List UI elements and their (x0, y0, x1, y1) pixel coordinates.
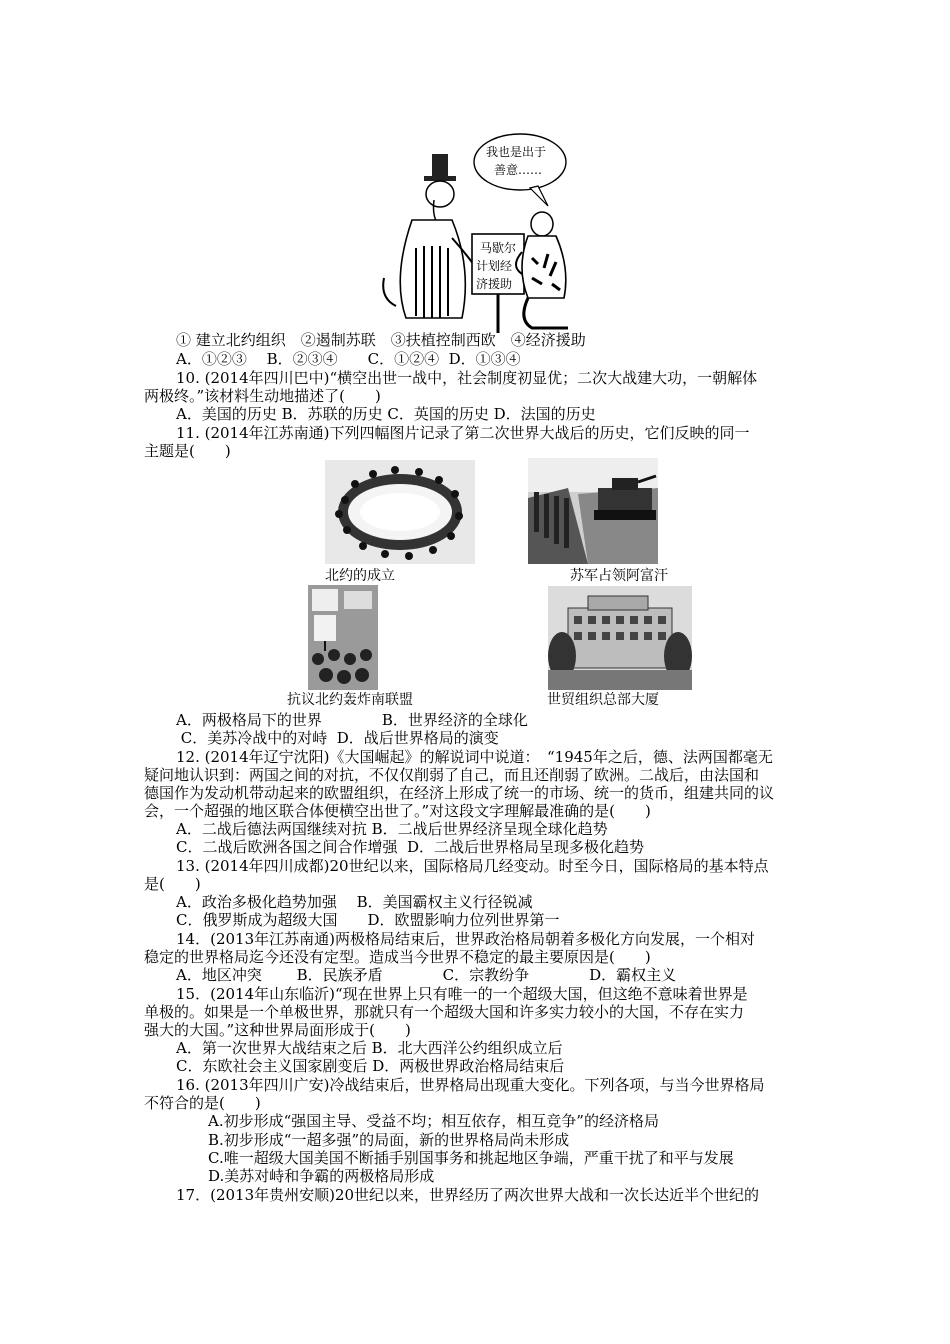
q14-options: A．地区冲突 B．民族矛盾 C．宗教纷争 D．霸权主义 (176, 966, 677, 984)
q10-stem-line1: 10. (2014年四川巴中)“横空出世一战中，社会制度初显优；二次大战建大功，一朝解体 (176, 369, 758, 387)
speech-bubble-line1: 我也是出于 (486, 145, 547, 159)
q16-option-c: C.唯一超级大国美国不断插手别国事务和挑起地区争端，严重干扰了和平与发展 (208, 1149, 734, 1167)
caption-wto-headquarters: 世贸组织总部大厦 (547, 692, 659, 708)
q12-stem-line4: 会，一个超强的地区联合体便横空出世了。”对这段文字理解最准确的是( ) (144, 802, 651, 820)
q16-option-a: A.初步形成“强国主导、受益不均；相互依存，相互竞争”的经济格局 (208, 1112, 659, 1130)
caption-protest-nato-bombing: 抗议北约轰炸南联盟 (287, 692, 413, 708)
signpost (472, 234, 524, 333)
q15-stem-line3: 强大的大国。”这种世界局面形成于( ) (144, 1021, 411, 1039)
q9-options: A．①②③ B．②③④ C．①②④ D．①③④ (176, 350, 521, 368)
q10-stem-line2: 两极终。”该材料生动地描述了( ) (144, 387, 381, 405)
q14-stem-line2: 稳定的世界格局迄今还没有定型。造成当今世界不稳定的最主要原因是( ) (144, 948, 651, 966)
q15-option-ab: A．第一次世界大战结束之后 B．北大西洋公约组织成立后 (176, 1039, 563, 1057)
photo-protest-nato-bombing (308, 585, 378, 690)
q16-stem-line1: 16. (2013年四川广安)冷战结束后，世界格局出现重大变化。下列各项，与当今世界格局 (176, 1076, 765, 1094)
speech-bubble-line2: 善意…… (494, 163, 543, 177)
marshall-plan-cartoon (372, 128, 572, 338)
q12-stem-line2: 疑问地认识到：两国之间的对抗，不仅仅削弱了自己，而且还削弱了欧洲。二战后，由法国和 (144, 766, 760, 784)
q11-option-ab: A．两极格局下的世界 B．世界经济的全球化 (176, 711, 528, 729)
q13-option-cd: C．俄罗斯成为超级大国 D．欧盟影响力位列世界第一 (176, 911, 560, 929)
q15-stem-line2: 单极的。如果是一个单极世界，那就只有一个超级大国和许多实力较小的大国，不存在实力 (144, 1003, 745, 1021)
photo-nato-founding (325, 460, 475, 564)
q11-stem-line2: 主题是( ) (144, 442, 231, 460)
caption-nato-founding: 北约的成立 (325, 568, 395, 584)
q15-option-cd: C．东欧社会主义国家剧变后 D．两极世界政治格局结束后 (176, 1057, 565, 1075)
q14-stem-line1: 14．(2013年江苏南通)两极格局结束后，世界政治格局朝着多极化方向发展，一个相对 (176, 930, 755, 948)
q11-stem-line1: 11. (2014年江苏南通)下列四幅图片记录了第二次世界大战后的历史，它们反映的同一 (176, 424, 750, 442)
sign-line2: 计划经 (476, 259, 513, 273)
q16-option-d: D.美苏对峙和争霸的两极格局形成 (208, 1167, 435, 1185)
europe-figure (516, 212, 568, 328)
sign-line3: 济援助 (476, 277, 513, 291)
q10-options: A．美国的历史 B．苏联的历史 C．英国的历史 D．法国的历史 (176, 405, 596, 423)
q16-option-b: B.初步形成“一超多强”的局面，新的世界格局尚未形成 (208, 1131, 570, 1149)
caption-soviet-afghanistan: 苏军占领阿富汗 (570, 568, 668, 584)
q13-stem-line1: 13. (2014年四川成都)20世纪以来，国际格局几经变动。时至今日，国际格局的基本特点 (176, 857, 769, 875)
q15-stem-line1: 15．(2014年山东临沂)“现在世界上只有唯一的一个超级大国，但这绝不意味着世界是 (176, 985, 748, 1003)
q12-option-cd: C．二战后欧洲各国之间合作增强 D．二战后世界格局呈现多极化趋势 (176, 838, 645, 856)
q12-stem-line1: 12. (2014年辽宁沈阳)《大国崛起》的解说词中说道： “1945年之后，德、法两国都毫无 (176, 748, 773, 766)
q12-stem-line3: 德国作为发动机带动起来的欧盟组织，在经济上形成了统一的市场、统一的货币，组建共同的议 (144, 784, 775, 802)
q9-items: ① 建立北约组织 ②遏制苏联 ③扶植控制西欧 ④经济援助 (176, 331, 586, 349)
q13-stem-line2: 是( ) (144, 875, 201, 893)
q16-stem-line2: 不符合的是( ) (144, 1094, 261, 1112)
photo-wto-headquarters (548, 586, 692, 690)
q11-option-cd: C．美苏冷战中的对峙 D．战后世界格局的演变 (176, 729, 499, 747)
photo-soviet-afghanistan (528, 458, 658, 564)
sign-line1: 马歇尔 (480, 241, 517, 255)
q12-option-ab: A．二战后德法两国继续对抗 B．二战后世界经济呈现全球化趋势 (176, 820, 608, 838)
uncle-sam-figure (383, 154, 476, 318)
q17-stem-line1: 17．(2013年贵州安顺)20世纪以来，世界经历了两次世界大战和一次长达近半个世纪的 (176, 1186, 760, 1204)
q13-option-ab: A．政治多极化趋势加强 B．美国霸权主义行径锐减 (176, 893, 533, 911)
